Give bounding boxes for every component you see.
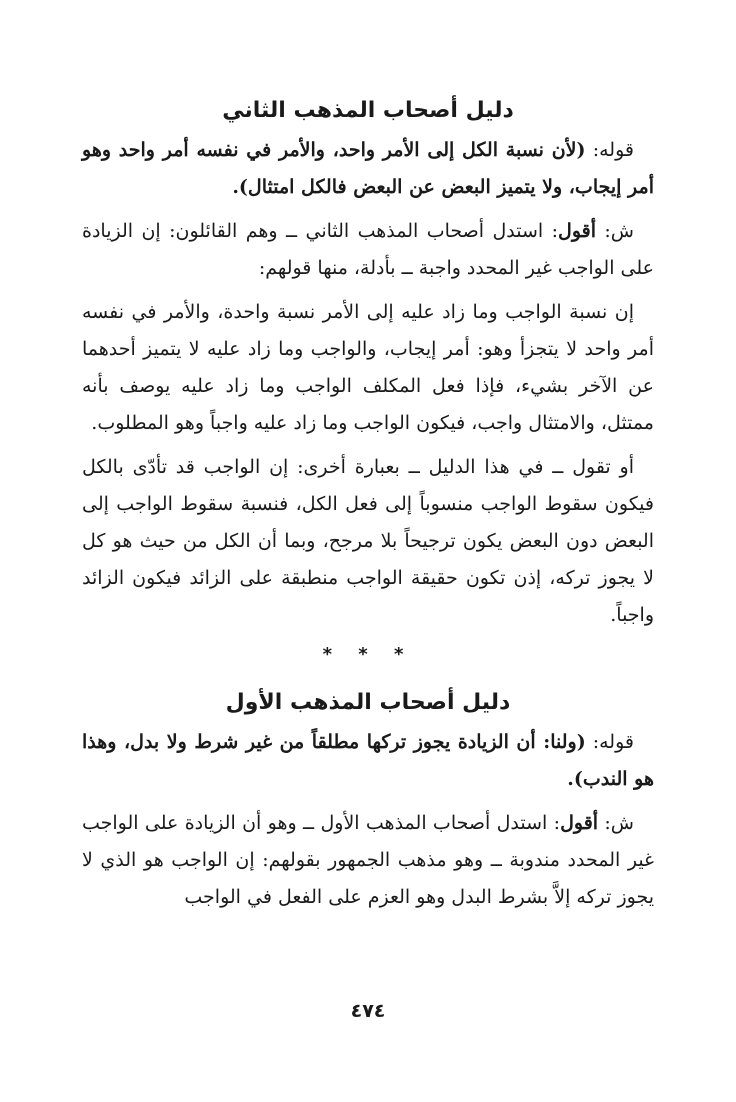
quoted-statement-2 [82, 724, 654, 798]
quote-intro: قوله: [585, 139, 634, 161]
section-heading-second-school: دليل أصحاب المذهب الثاني [222, 98, 514, 123]
commentary-keyword: أقول [558, 220, 596, 242]
quote-text-2: (ولنا: أن الزيادة يجوز تركها مطلقاً من غير شرط ولا بدل، وهذا هو الندب). [82, 731, 654, 790]
quote-text: (لأن نسبة الكل إلى الأمر واحد، والأمر في نفسه أمر واحد وهو أمر إيجاب، ولا يتميز البعض عن البعض فالكل امتثال). [82, 139, 654, 198]
argument-alternative-paragraph: أو تقول ــ في هذا الدليل ــ بعبارة أخرى: إن الواجب قد تأدّى بالكل فيكون سقوط الواجب منسوباً إلى فعل الكل، فنسبة سقوط الواجب إلى البعض دون البعض يكون ترجيحاً بلا مرجح، وبما أن الكل من حيث هو كل لا يجوز تركه، إذن تكون حقيقة الواجب منطبقة على الزائد فيكون الزائد واجباً. [82, 456, 654, 626]
commentary-paragraph [82, 213, 654, 287]
commentary-text-2: : استدل أصحاب المذهب الأول ــ وهو أن الزيادة على الواجب غير المحدد مندوبة ــ وهو مذهب الجمهور بقولهم: إن الواجب هو الذي لا يجوز تركه إلاَّ بشرط البدل وهو العزم على الفعل في الواجب [82, 812, 654, 908]
commentary-text: : استدل أصحاب المذهب الثاني ــ وهم القائلون: إن الزيادة على الواجب غير المحدد واجبة ــ بأدلة، منها قولهم: [82, 220, 654, 279]
commentary-prefix-2: ش: [598, 812, 634, 834]
quoted-statement [82, 132, 654, 206]
argument-paragraph: إن نسبة الواجب وما زاد عليه إلى الأمر نسبة واحدة، والأمر في نفسه أمر واحد لا يتجزأ وهو: أمر إيجاب، والواجب وما زاد عليه لا يتميز أحدهما عن الآخر بشيء، فإذا فعل المكلف الواجب وما زاد عليه يوصف بأنه ممتثل، والامتثال واجب، فيكون الواجب وما زاد عليه واجباً وهو المطلوب. [82, 301, 654, 434]
section-separator: * * * [322, 644, 414, 665]
section-heading-first-school: دليل أصحاب المذهب الأول [225, 690, 511, 715]
commentary-prefix: ش: [596, 220, 635, 242]
commentary-keyword-2: أقول [560, 812, 599, 834]
commentary-paragraph-2 [82, 805, 654, 916]
quote-intro-2: قوله: [585, 731, 634, 753]
page-number: ٤٧٤ [350, 1000, 386, 1022]
